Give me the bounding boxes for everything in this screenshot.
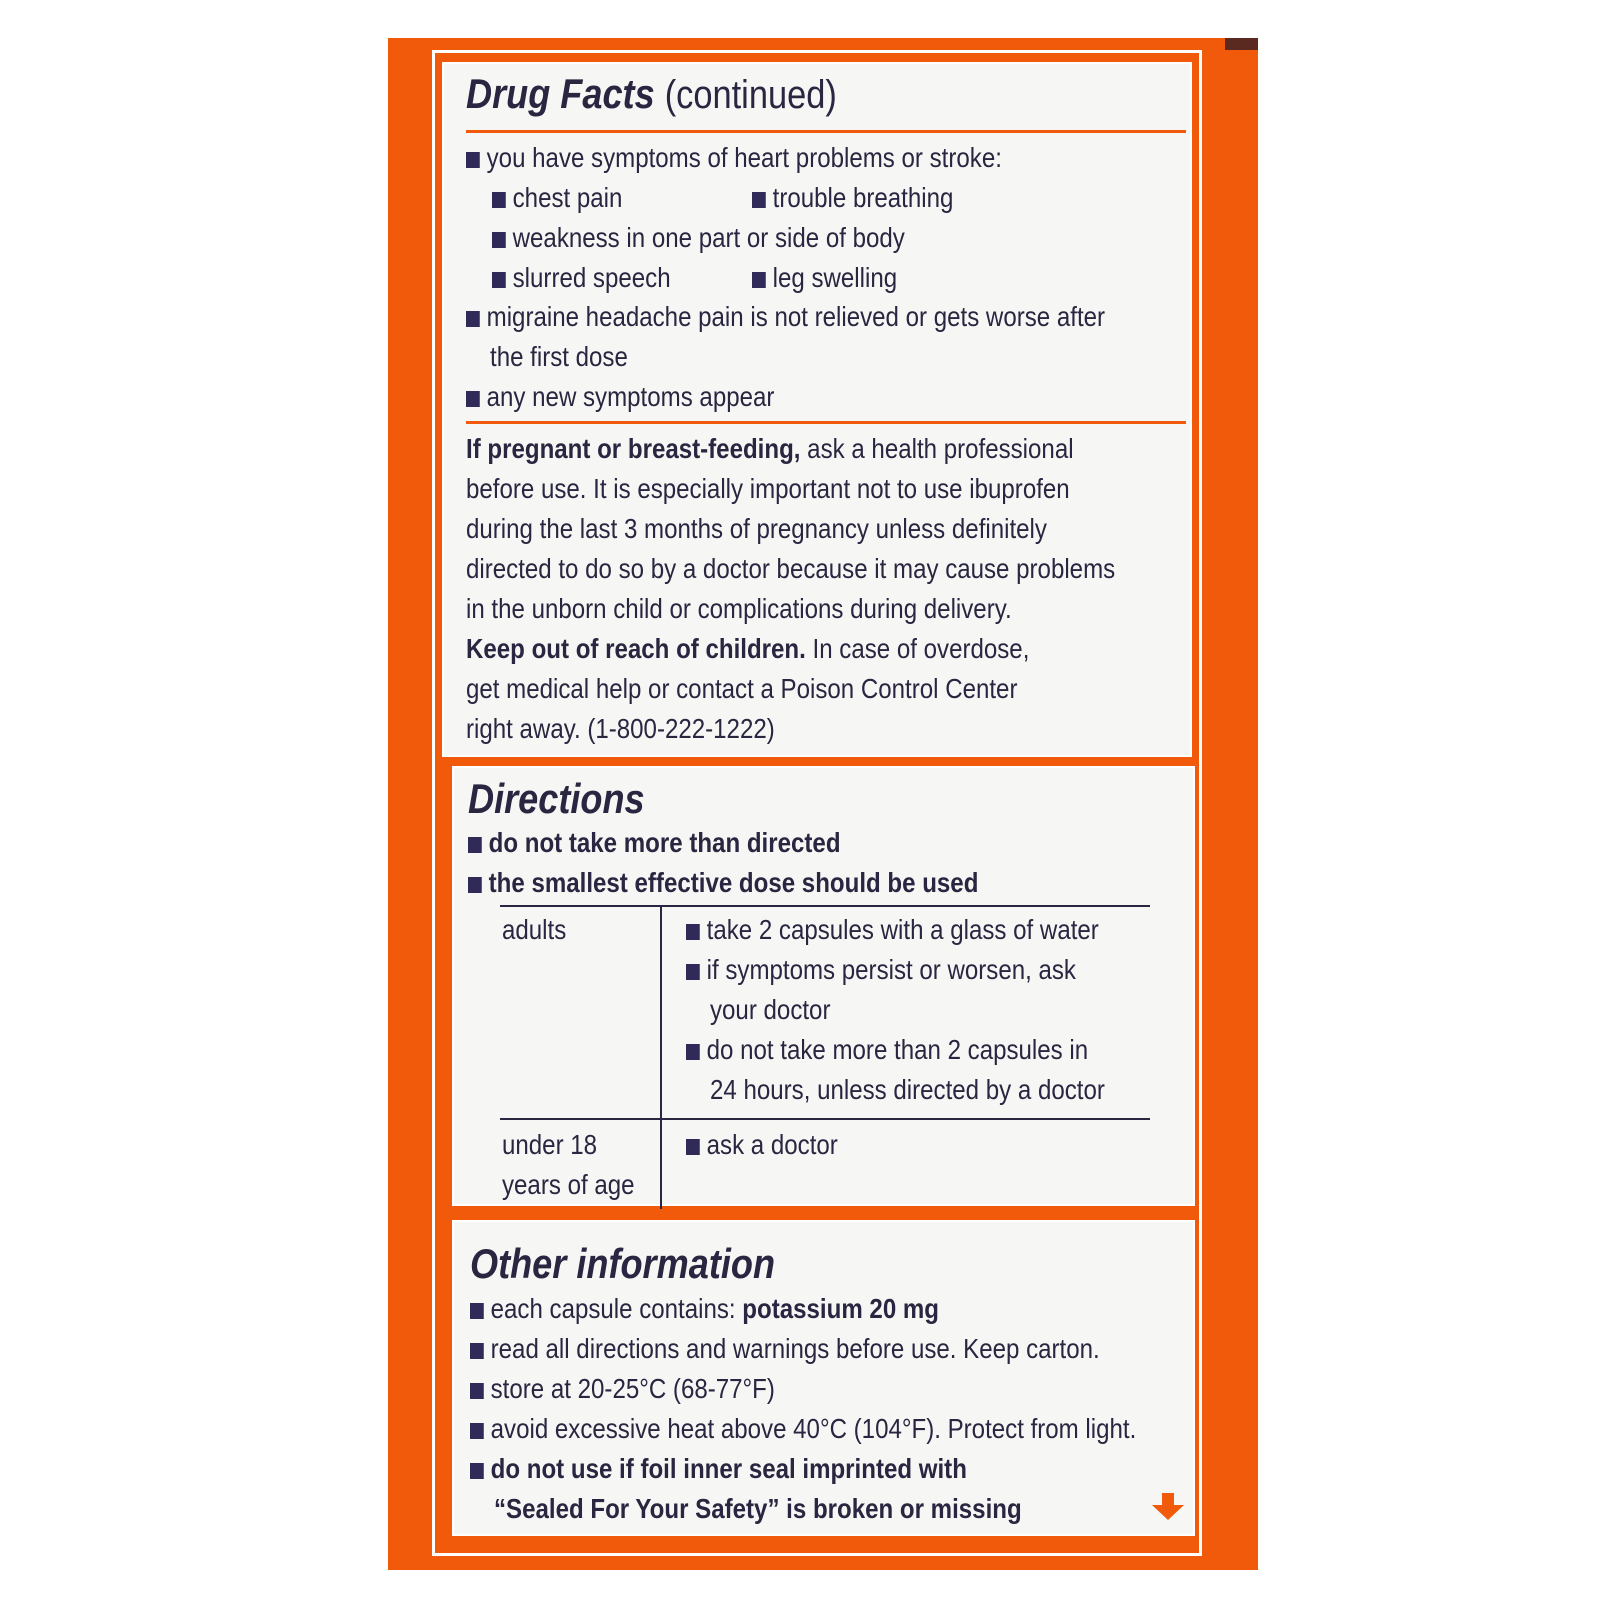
square-bullet-icon: [492, 272, 506, 288]
carton-flap-edge: [1225, 38, 1258, 50]
list-item-continuation: “Sealed For Your Safety” is broken or missing: [494, 1493, 1022, 1524]
table-row-rule: [500, 1118, 1150, 1120]
drug-facts-title-text: Drug Facts: [466, 70, 655, 117]
directions-title: Directions: [468, 775, 645, 822]
directions-bullet: do not take more than directed: [468, 826, 841, 860]
square-bullet-icon: [686, 1139, 700, 1155]
list-item: chest pain: [492, 181, 622, 215]
list-item: read all directions and warnings before use. Keep carton.: [470, 1332, 1100, 1366]
list-item: avoid excessive heat above 40°C (104°F). Protect from light.: [470, 1412, 1136, 1446]
list-item: migraine headache pain is not relieved or gets worse after: [466, 300, 1105, 334]
list-item-continuation: the first dose: [490, 341, 628, 372]
section-divider: [466, 421, 1186, 424]
table-cell-item: do not take more than 2 capsules in: [686, 1033, 1088, 1067]
table-top-rule: [500, 905, 1150, 907]
table-row-label-adults: adults: [502, 914, 567, 945]
list-item: any new symptoms appear: [466, 380, 774, 414]
square-bullet-icon: [686, 964, 700, 980]
pregnancy-warning-line: directed to do so by a doctor because it may cause problems: [466, 553, 1116, 584]
table-cell-continuation: your doctor: [710, 994, 831, 1025]
square-bullet-icon: [466, 311, 480, 327]
square-bullet-icon: [686, 924, 700, 940]
table-cell-item: ask a doctor: [686, 1128, 838, 1162]
other-information-title: Other information: [470, 1240, 776, 1287]
square-bullet-icon: [492, 192, 506, 208]
table-cell-item: if symptoms persist or worsen, ask: [686, 953, 1076, 987]
square-bullet-icon: [752, 192, 766, 208]
arrow-down-icon: [1150, 1493, 1186, 1521]
square-bullet-icon: [752, 272, 766, 288]
square-bullet-icon: [470, 1343, 484, 1359]
square-bullet-icon: [492, 232, 506, 248]
square-bullet-icon: [468, 837, 482, 853]
table-column-rule: [660, 905, 662, 1209]
square-bullet-icon: [468, 877, 482, 893]
directions-bullet: the smallest effective dose should be used: [468, 866, 978, 900]
pregnancy-warning-line: If pregnant or breast-feeding, ask a health professional: [466, 433, 1074, 464]
table-cell-continuation: 24 hours, unless directed by a doctor: [710, 1074, 1105, 1105]
keep-away-warning-line: get medical help or contact a Poison Control Center: [466, 673, 1018, 704]
table-cell-item: take 2 capsules with a glass of water: [686, 913, 1099, 947]
list-item: weakness in one part or side of body: [492, 221, 905, 255]
drug-facts-title: [466, 70, 837, 119]
drug-facts-title-suffix: (continued): [664, 73, 837, 117]
list-item: you have symptoms of heart problems or stroke:: [466, 141, 1002, 175]
keep-away-warning-line: Keep out of reach of children. In case of overdose,: [466, 633, 1030, 664]
pregnancy-warning-line: during the last 3 months of pregnancy unless definitely: [466, 513, 1047, 544]
list-item: store at 20-25°C (68-77°F): [470, 1372, 775, 1406]
pregnancy-warning-line: before use. It is especially important not to use ibuprofen: [466, 473, 1070, 504]
square-bullet-icon: [470, 1423, 484, 1439]
square-bullet-icon: [470, 1303, 484, 1319]
table-row-label-under-18: under 18: [502, 1129, 598, 1160]
pregnancy-warning-line: in the unborn child or complications during delivery.: [466, 593, 1012, 624]
square-bullet-icon: [466, 152, 480, 168]
section-divider: [466, 130, 1186, 133]
list-item: each capsule contains: potassium 20 mg: [470, 1292, 939, 1326]
list-item: leg swelling: [752, 261, 897, 295]
list-item: slurred speech: [492, 261, 671, 295]
table-row-label-under-18: years of age: [502, 1169, 635, 1200]
list-item: do not use if foil inner seal imprinted with: [470, 1452, 967, 1486]
poison-control-phone: right away. (1-800-222-1222): [466, 713, 775, 744]
square-bullet-icon: [466, 391, 480, 407]
square-bullet-icon: [470, 1383, 484, 1399]
list-item: trouble breathing: [752, 181, 953, 215]
square-bullet-icon: [686, 1044, 700, 1060]
square-bullet-icon: [470, 1463, 484, 1479]
